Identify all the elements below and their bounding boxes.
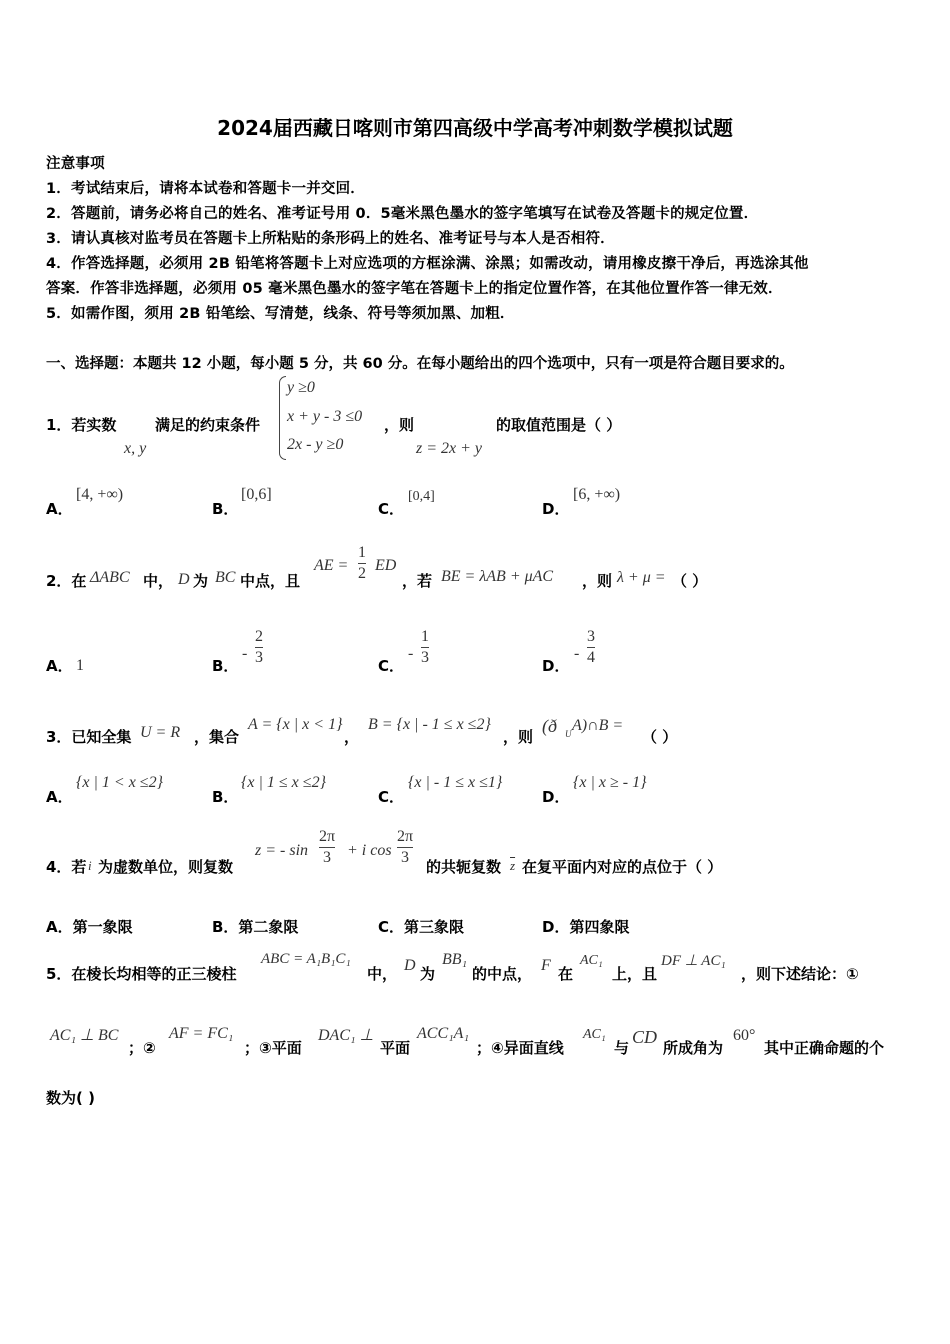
fraction-numerator: 3 (587, 628, 595, 645)
page-title: 2024届西藏日喀则市第四高级中学高考冲刺数学模拟试题 (217, 116, 733, 140)
q5-text: ；③平面 (244, 1039, 302, 1057)
option-label: B． (212, 500, 239, 518)
q2-vector-ae: AE = (314, 557, 349, 574)
q1-objective: z = 2x + y (416, 440, 483, 457)
q4-conjugate: $\overline{z}$ (510, 858, 516, 873)
option-fraction (421, 628, 429, 667)
option-value: {x | x ≥ - 1} (573, 774, 647, 791)
q5-point: F (541, 957, 551, 974)
notice-item: 1．考试结束后，请将本试卷和答题卡一并交回． (46, 181, 365, 197)
q5-text: 在 (558, 965, 574, 983)
q2-text: 中点，且 (240, 572, 301, 590)
q5-result-3: DAC₁ ⊥ (318, 1027, 374, 1044)
q1-text: 满足的约束条件 (155, 416, 261, 434)
q2-text: 2．在 (46, 572, 87, 590)
notice-item: 2．答题前，请务必将自己的姓名、准考证号用 0．5毫米黑色墨水的签字笔填写在试卷及答题卡的规定位置． (46, 206, 759, 222)
constraint-2: x + y - 3 ≤0 (287, 408, 363, 425)
constraint-3: 2x - y ≥0 (287, 436, 344, 453)
notice-item: 4．作答选择题，必须用 2B 铅笔将答题卡上对应选项的方框涂满、涂黑；如需改动，请用橡皮擦干净后，再选涂其他 (46, 256, 809, 272)
q2-text: （ ） (672, 572, 708, 590)
q4-fraction (319, 828, 335, 867)
q5-result-4: CD (632, 1027, 658, 1047)
q3-expression: A)∩B = (572, 717, 624, 734)
q3-text: ， (344, 728, 360, 746)
fraction-numerator: 1 (358, 544, 366, 561)
option-value: {x | 1 ≤ x ≤2} (241, 774, 326, 791)
fraction-bar (358, 563, 366, 564)
q2-text: 中， (143, 572, 174, 590)
fraction-numerator: 1 (421, 628, 429, 645)
option-value: [0,6] (241, 486, 272, 503)
q3-set-b: B = {x | - 1 ≤ x ≤2} (368, 716, 491, 733)
notice-heading: 注意事项 (46, 156, 105, 172)
q5-segment: BB₁ (442, 951, 468, 968)
q3-subscript: U (565, 729, 572, 739)
q4-text: 4．若 (46, 858, 87, 876)
fraction-bar (587, 647, 595, 648)
q2-text: 为 (193, 572, 209, 590)
fraction-bar (255, 647, 263, 648)
q4-imaginary-unit: i (88, 858, 92, 873)
fraction-numerator: 2π (397, 828, 414, 845)
q4-text: 在复平面内对应的点位于（ ） (522, 858, 723, 876)
q5-text: 5．在棱长均相等的正三棱柱 (46, 965, 237, 983)
fraction-denominator: 3 (255, 649, 263, 666)
q5-text: 中， (367, 965, 398, 983)
q5-text: 上，且 (612, 965, 658, 983)
q1-var: x, y (124, 440, 147, 457)
q2-triangle: ΔABC (90, 569, 130, 586)
q3-expression: (ð (542, 716, 557, 736)
q5-result-3: ACC₁A₁ (417, 1025, 470, 1042)
option-label: D．第四象限 (542, 918, 630, 936)
section-heading: 一、选择题：本题共 12 小题，每小题 5 分，共 60 分。在每小题给出的四个选项中，只有一项是符合题目要求的。 (46, 356, 794, 372)
constraint-1: y ≥0 (287, 379, 315, 396)
q5-segment: AC₁ (580, 953, 603, 968)
q3-universal-set: U = R (140, 724, 181, 741)
fraction-denominator: 2 (358, 565, 366, 582)
q3-text: ，则 (503, 728, 534, 746)
q3-text: ，集合 (194, 728, 240, 746)
q5-text: 平面 (380, 1039, 411, 1057)
q5-text: 为 (420, 965, 436, 983)
notice-item: 答案．作答非选择题，必须用 05 毫米黑色墨水的签字笔在答题卡上的指定位置作答，在其他位置作答一律无效． (46, 281, 783, 297)
fraction-denominator: 3 (421, 649, 429, 666)
option-sign: - (242, 645, 248, 662)
q2-text: ，则 (582, 572, 613, 590)
q2-expression: BE = λAB + μAC (441, 568, 554, 585)
option-label: C．第三象限 (378, 918, 465, 936)
q4-expression: + i cos (347, 842, 392, 859)
q5-text: ；④异面直线 (476, 1039, 564, 1057)
q3-text: （ ） (642, 728, 678, 746)
q4-text: 为虚数单位，则复数 (98, 858, 234, 876)
option-value: {x | 1 < x ≤2} (76, 774, 163, 791)
option-label: A． (46, 788, 73, 806)
option-label: B． (212, 657, 239, 675)
option-sign: - (408, 645, 414, 662)
q5-angle: 60° (733, 1027, 756, 1044)
option-label: B．第二象限 (212, 918, 299, 936)
q5-result-4: AC₁ (583, 1027, 606, 1042)
q3-set-a: A = {x | x < 1} (248, 716, 343, 733)
fraction-denominator: 3 (401, 849, 410, 866)
q2-segment: BC (215, 569, 236, 586)
q5-prism: ABC = A₁B₁C₁ (261, 951, 351, 967)
q1-text: 1．若实数 (46, 416, 117, 434)
option-label: D． (542, 788, 570, 806)
q2-sum: λ + μ = (617, 569, 666, 586)
q5-result-2: AF = FC₁ (169, 1025, 234, 1042)
q4-fraction (397, 828, 413, 867)
q5-text: 其中正确命题的个 (764, 1039, 885, 1057)
option-label: A．第一象限 (46, 918, 133, 936)
option-value: 1 (76, 657, 84, 674)
option-label: C． (378, 657, 405, 675)
option-value: [6, +∞) (573, 486, 621, 503)
q2-point: D (178, 571, 190, 588)
notice-item: 5．如需作图，须用 2B 铅笔绘、写清楚，线条、符号等须加黑、加粗． (46, 306, 515, 322)
option-label: A． (46, 657, 73, 675)
q5-text: ，则下述结论：① (741, 965, 859, 983)
q5-text: 所成角为 (663, 1039, 724, 1057)
option-sign: - (574, 645, 580, 662)
option-value: {x | - 1 ≤ x ≤1} (408, 774, 503, 791)
q3-text: 3．已知全集 (46, 728, 132, 746)
option-label: A． (46, 500, 73, 518)
option-value: [4, +∞) (76, 486, 124, 503)
option-label: D． (542, 657, 570, 675)
q5-text: 与 (614, 1039, 630, 1057)
q5-text: 的中点， (472, 965, 533, 983)
q1-text: 的取值范围是（ ） (496, 416, 622, 434)
q5-text: ；② (128, 1039, 156, 1057)
q5-point: D (404, 957, 416, 974)
q4-text: 的共轭复数 (426, 858, 502, 876)
option-label: D． (542, 500, 570, 518)
fraction-denominator: 3 (323, 849, 332, 866)
q5-result-1: AC₁ ⊥ BC (50, 1027, 119, 1044)
fraction-denominator: 4 (587, 649, 595, 666)
q5-condition: DF ⊥ AC₁ (661, 953, 726, 969)
fraction-numerator: 2π (319, 828, 336, 845)
q4-expression: z = - sin (255, 842, 309, 859)
option-fraction (255, 628, 263, 667)
fraction-bar (421, 647, 429, 648)
q2-vector-ed: ED (375, 557, 397, 574)
q2-fraction (358, 544, 366, 583)
q2-text: ，若 (402, 572, 433, 590)
brace-symbol (279, 376, 286, 460)
option-label: B． (212, 788, 239, 806)
option-label: C． (378, 788, 405, 806)
fraction-bar (397, 847, 413, 848)
notice-item: 3．请认真核对监考员在答题卡上所粘贴的条形码上的姓名、准考证号与本人是否相符． (46, 231, 615, 247)
q5-text: 数为( ) (46, 1089, 95, 1107)
q1-text: ，则 (384, 416, 415, 434)
option-label: C． (378, 500, 405, 518)
fraction-numerator: 2 (255, 628, 263, 645)
option-fraction (587, 628, 595, 667)
option-value: [0,4] (408, 489, 435, 504)
fraction-bar (319, 847, 335, 848)
